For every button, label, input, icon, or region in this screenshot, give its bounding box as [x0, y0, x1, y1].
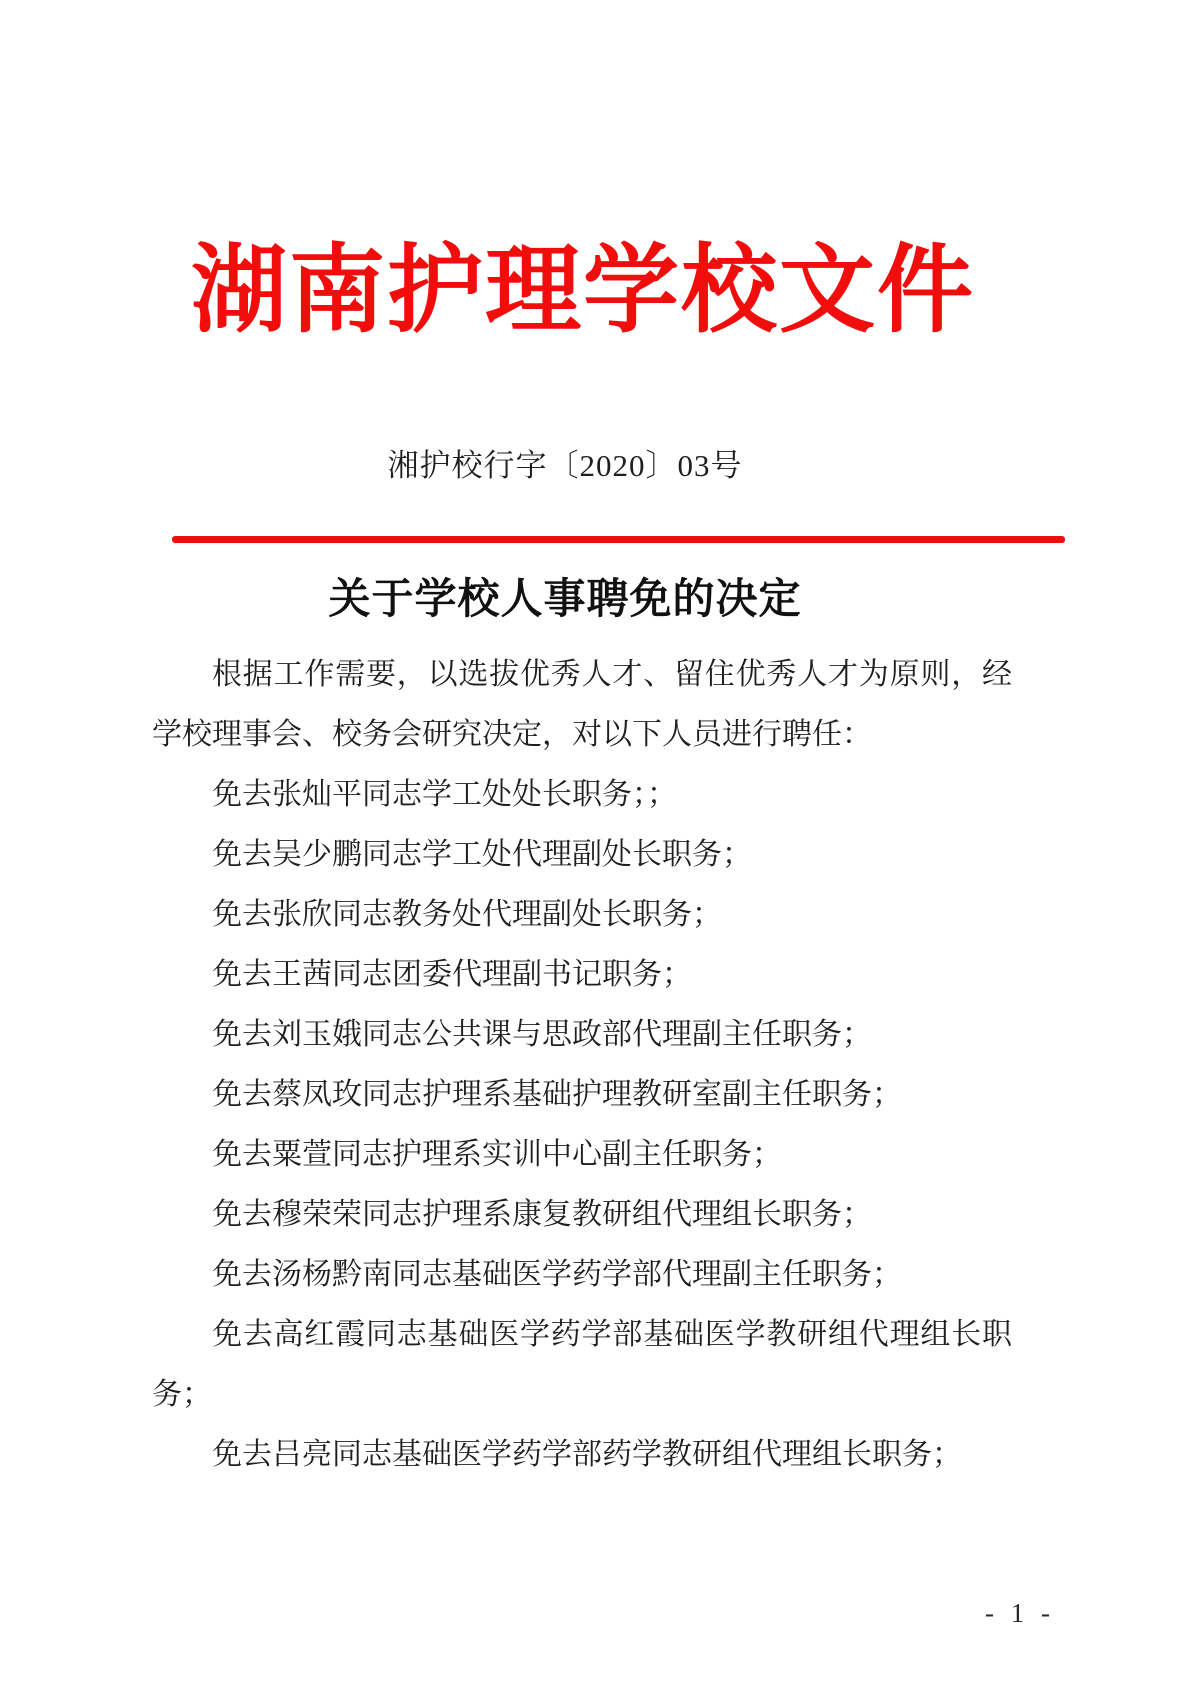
- body-paragraph: 免去粟萱同志护理系实训中心副主任职务；: [212, 1138, 782, 1171]
- document-number: 湘护校行字〔2020〕03号: [387, 448, 743, 483]
- letterhead-title: 湖南护理学校文件: [191, 237, 975, 344]
- body-paragraph: 免去刘玉娥同志公共课与思政部代理副主任职务；: [212, 1018, 872, 1051]
- body-paragraph: 免去吴少鹏同志学工处代理副处长职务；: [212, 838, 752, 871]
- body-paragraph: 免去高红霞同志基础医学药学部基础医学教研组代理组长职务；: [152, 1318, 1012, 1411]
- letterhead-divider-line: [172, 536, 1065, 543]
- body-paragraph: 免去张欣同志教务处代理副处长职务；: [212, 898, 722, 931]
- body-paragraph: 根据工作需要，以选拔优秀人才、留住优秀人才为原则，经学校理事会、校务会研究决定，对以下人员进行聘任：: [152, 658, 1012, 751]
- body-paragraph: 免去王茜同志团委代理副书记职务；: [212, 958, 692, 991]
- body-paragraph: 免去蔡凤玫同志护理系基础护理教研室副主任职务；: [212, 1078, 902, 1111]
- document-body: [152, 645, 1012, 1485]
- body-paragraph: 免去汤杨黔南同志基础医学药学部代理副主任职务；: [212, 1258, 902, 1291]
- body-paragraph: 免去穆荣荣同志护理系康复教研组代理组长职务；: [212, 1198, 872, 1231]
- document-title: 关于学校人事聘免的决定: [328, 577, 802, 623]
- body-paragraph: 免去吕亮同志基础医学药学部药学教研组代理组长职务；: [212, 1438, 962, 1471]
- body-paragraph: 免去张灿平同志学工处处长职务；；: [212, 778, 677, 811]
- page-number: - 1 -: [985, 1598, 1055, 1628]
